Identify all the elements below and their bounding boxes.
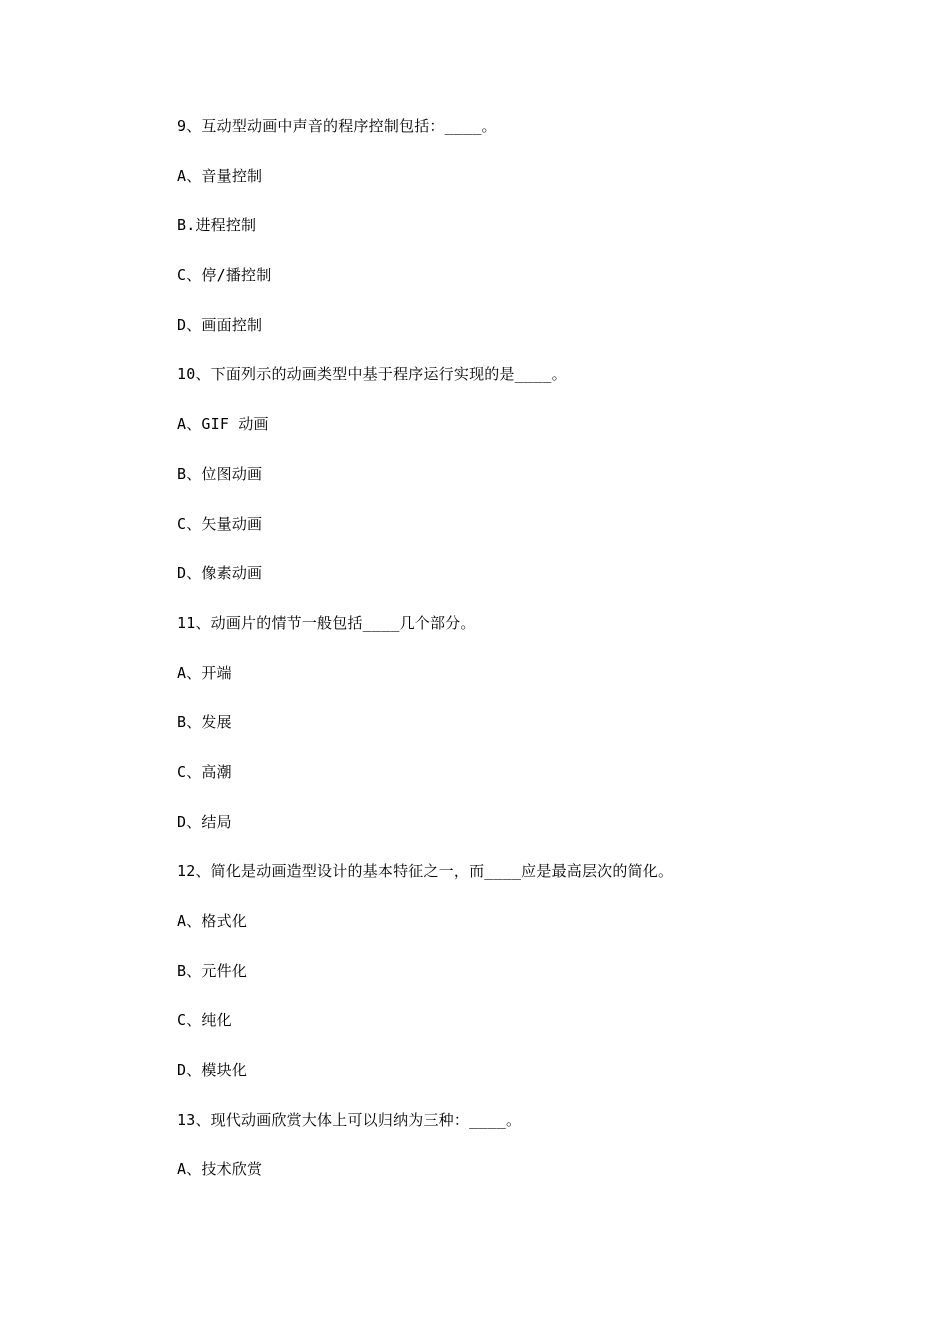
option-b: B、发展 xyxy=(177,713,232,732)
option-d: D、结局 xyxy=(177,812,232,831)
question-stem: 13、现代动画欣赏大体上可以归纳为三种：____。 xyxy=(177,1110,522,1129)
question-list xyxy=(177,115,877,1208)
question-9 xyxy=(177,115,877,363)
question-stem: 10、下面列示的动画类型中基于程序运行实现的是____。 xyxy=(177,365,567,384)
option-d: D、画面控制 xyxy=(177,315,263,334)
option-c: C、矢量动画 xyxy=(177,514,263,533)
question-12 xyxy=(177,860,877,1108)
question-13 xyxy=(177,1109,877,1208)
question-stem: 9、互动型动画中声音的程序控制包括：____。 xyxy=(177,117,497,135)
question-11 xyxy=(177,612,877,860)
option-b: B、位图动画 xyxy=(177,464,263,483)
option-c: C、纯化 xyxy=(177,1011,232,1030)
option-a: A、开端 xyxy=(177,663,232,682)
option-a: A、格式化 xyxy=(177,912,248,930)
option-b: B.进程控制 xyxy=(177,216,257,235)
option-c: C、高潮 xyxy=(177,762,232,781)
option-a: A、音量控制 xyxy=(177,166,263,185)
option-a: A、技术欣赏 xyxy=(177,1160,263,1179)
option-c: C、停/播控制 xyxy=(177,266,272,285)
question-10 xyxy=(177,363,877,611)
option-a: A、GIF 动画 xyxy=(177,415,269,434)
option-b: B、元件化 xyxy=(177,961,248,980)
question-stem: 12、简化是动画造型设计的基本特征之一，而____应是最高层次的简化。 xyxy=(177,862,674,881)
question-stem: 11、动画片的情节一般包括____几个部分。 xyxy=(177,613,476,632)
option-d: D、模块化 xyxy=(177,1061,248,1080)
option-d: D、像素动画 xyxy=(177,564,263,583)
